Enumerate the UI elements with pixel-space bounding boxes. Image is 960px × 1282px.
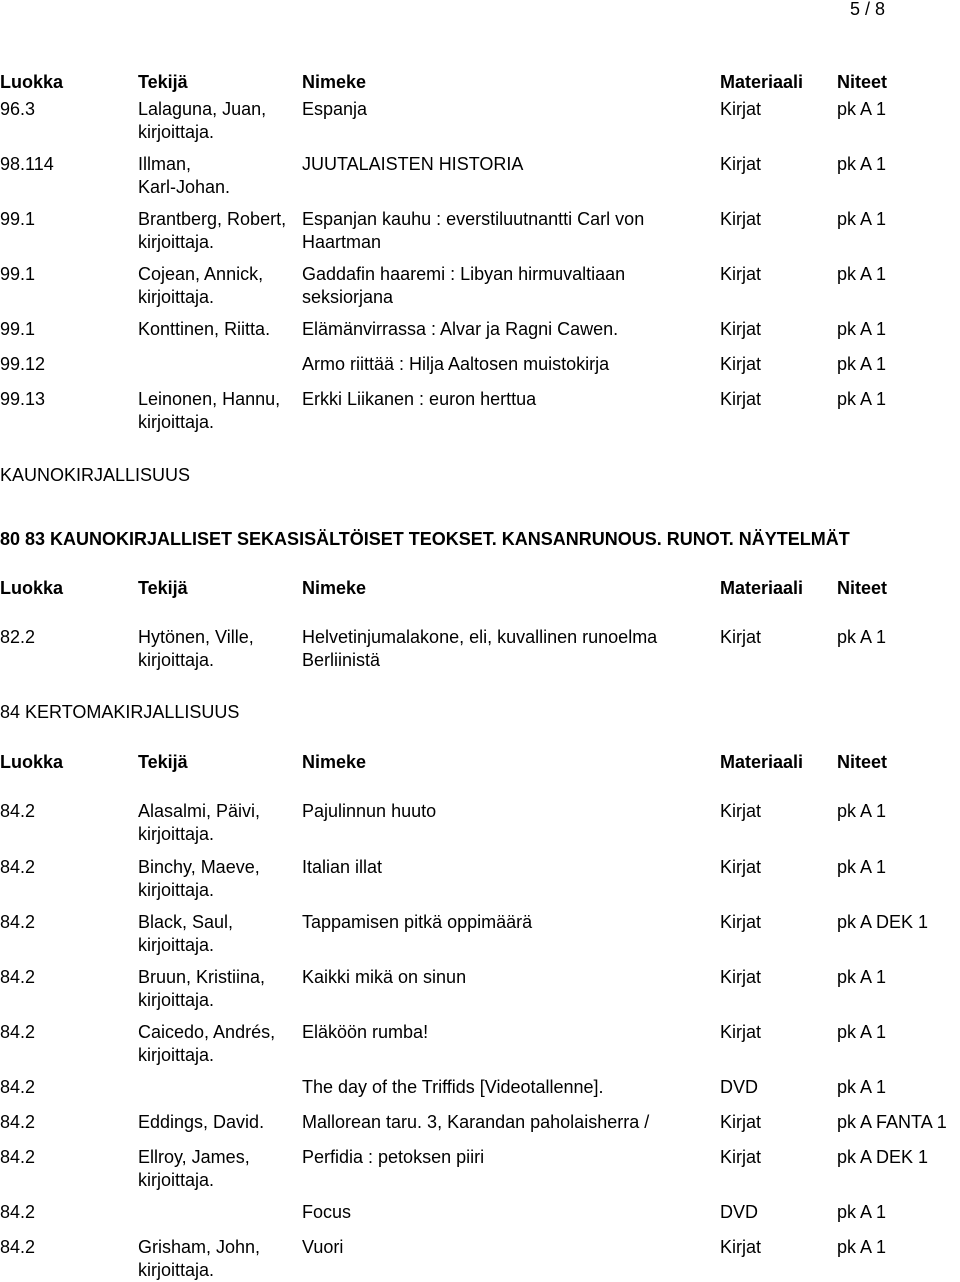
- cell-luokka: 84.2: [0, 1077, 36, 1097]
- header-tekija: Tekijä: [138, 752, 188, 772]
- cell-nimeke-line: The day of the Triffids [Videotallenne].: [302, 1077, 604, 1097]
- cell-nimeke: [302, 800, 436, 823]
- cell-materiaali: Kirjat: [720, 209, 762, 229]
- cell-nimeke-line: Kaikki mikä on sinun: [302, 967, 467, 987]
- cell-materiaali: Kirjat: [720, 912, 762, 932]
- cell-tekija: [138, 911, 233, 957]
- cell-luokka: 99.1: [0, 264, 36, 284]
- cell-tekija-line: Brantberg, Robert,: [138, 209, 287, 229]
- cell-tekija-line: kirjoittaja.: [138, 1260, 215, 1280]
- header-tekija: Tekijä: [138, 578, 188, 598]
- cell-tekija-line: kirjoittaja.: [138, 990, 215, 1010]
- cell-materiaali: Kirjat: [720, 1112, 762, 1132]
- cell-luokka: 84.2: [0, 857, 36, 877]
- cell-tekija-line: Illman,: [138, 154, 192, 174]
- cell-niteet: pk A 1: [837, 1237, 887, 1257]
- cell-tekija: [138, 626, 254, 672]
- cell-niteet: pk A 1: [837, 209, 887, 229]
- section-title-kaunokirjallisuus: KAUNOKIRJALLISUUS: [0, 465, 191, 485]
- cell-nimeke-line: Vuori: [302, 1237, 344, 1257]
- cell-luokka: 84.2: [0, 1237, 36, 1257]
- cell-luokka: 84.2: [0, 912, 36, 932]
- cell-tekija-line: kirjoittaja.: [138, 880, 215, 900]
- cell-tekija-line: Cojean, Annick,: [138, 264, 264, 284]
- cell-materiaali: Kirjat: [720, 389, 762, 409]
- cell-niteet: pk A 1: [837, 154, 887, 174]
- cell-luokka: 98.114: [0, 154, 54, 174]
- header-nimeke: Nimeke: [302, 578, 367, 598]
- cell-niteet: pk A 1: [837, 801, 887, 821]
- table-header: [0, 577, 960, 600]
- cell-tekija-line: Konttinen, Riitta.: [138, 319, 271, 339]
- cell-nimeke-line: seksiorjana: [302, 287, 394, 307]
- cell-niteet: pk A 1: [837, 99, 887, 119]
- cell-tekija-line: kirjoittaja.: [138, 824, 215, 844]
- cell-nimeke: [302, 856, 382, 879]
- cell-tekija-line: Alasalmi, Päivi,: [138, 801, 261, 821]
- cell-niteet: pk A 1: [837, 1202, 887, 1222]
- section-title-84: 84 KERTOMAKIRJALLISUUS: [0, 702, 240, 722]
- cell-materiaali: Kirjat: [720, 1237, 762, 1257]
- cell-tekija-line: kirjoittaja.: [138, 1045, 215, 1065]
- cell-nimeke-line: Elämänvirrassa : Alvar ja Ragni Cawen.: [302, 319, 619, 339]
- header-tekija: Tekijä: [138, 72, 188, 92]
- cell-nimeke: [302, 318, 618, 341]
- cell-materiaali: DVD: [720, 1077, 759, 1097]
- cell-nimeke: [302, 1111, 649, 1134]
- cell-nimeke: [302, 966, 466, 989]
- cell-tekija-line: Grisham, John,: [138, 1237, 261, 1257]
- cell-tekija: [138, 1111, 264, 1134]
- header-materiaali: Materiaali: [720, 72, 804, 92]
- cell-tekija-line: Eddings, David.: [138, 1112, 265, 1132]
- cell-niteet: pk A 1: [837, 389, 887, 409]
- cell-nimeke-line: Eläköön rumba!: [302, 1022, 429, 1042]
- cell-materiaali: Kirjat: [720, 967, 762, 987]
- table-header: [0, 751, 960, 774]
- header-nimeke: Nimeke: [302, 72, 367, 92]
- cell-materiaali: Kirjat: [720, 627, 762, 647]
- cell-nimeke-line: Mallorean taru. 3, Karandan paholaisherra /: [302, 1112, 650, 1132]
- cell-luokka: 84.2: [0, 1202, 36, 1222]
- cell-tekija: [138, 153, 230, 199]
- cell-tekija: [138, 856, 260, 902]
- cell-materiaali: Kirjat: [720, 857, 762, 877]
- cell-nimeke-line: Pajulinnun huuto: [302, 801, 437, 821]
- cell-tekija-line: Leinonen, Hannu,: [138, 389, 281, 409]
- cell-tekija-line: Hytönen, Ville,: [138, 627, 254, 647]
- cell-niteet: pk A 1: [837, 1022, 887, 1042]
- cell-nimeke: [302, 911, 532, 934]
- cell-niteet: pk A 1: [837, 264, 887, 284]
- cell-nimeke-line: Armo riittää : Hilja Aaltosen muistokirja: [302, 354, 610, 374]
- cell-tekija: [138, 208, 286, 254]
- cell-nimeke-line: Espanja: [302, 99, 368, 119]
- cell-materiaali: Kirjat: [720, 99, 762, 119]
- section-title-80-83: 80 83 KAUNOKIRJALLISET SEKASISÄLTÖISET TEOKSET. KANSANRUNOUS. RUNOT. NÄYTELMÄT: [0, 529, 850, 549]
- table-header: [0, 71, 960, 94]
- cell-materiaali: Kirjat: [720, 1022, 762, 1042]
- cell-nimeke: [302, 98, 367, 121]
- cell-niteet: pk A 1: [837, 857, 887, 877]
- cell-luokka: 84.2: [0, 1022, 36, 1042]
- cell-tekija: [138, 800, 260, 846]
- cell-niteet: pk A 1: [837, 319, 887, 339]
- cell-tekija: [138, 318, 270, 341]
- cell-tekija-line: Bruun, Kristiina,: [138, 967, 266, 987]
- cell-nimeke-line: Helvetinjumalakone, eli, kuvallinen runoelma: [302, 627, 658, 647]
- header-materiaali: Materiaali: [720, 578, 804, 598]
- cell-tekija: [138, 388, 280, 434]
- cell-tekija-line: kirjoittaja.: [138, 287, 215, 307]
- cell-nimeke-line: Focus: [302, 1202, 352, 1222]
- header-luokka: Luokka: [0, 752, 64, 772]
- cell-luokka: 82.2: [0, 627, 36, 647]
- cell-luokka: 96.3: [0, 99, 36, 119]
- page-number: 5 / 8: [850, 0, 886, 19]
- header-nimeke: Nimeke: [302, 752, 367, 772]
- header-luokka: Luokka: [0, 72, 64, 92]
- cell-tekija-line: Caicedo, Andrés,: [138, 1022, 276, 1042]
- cell-tekija: [138, 263, 263, 309]
- cell-luokka: 99.13: [0, 389, 46, 409]
- cell-materiaali: Kirjat: [720, 319, 762, 339]
- cell-nimeke: [302, 208, 644, 254]
- cell-tekija-line: kirjoittaja.: [138, 232, 215, 252]
- cell-tekija-line: kirjoittaja.: [138, 1170, 215, 1190]
- cell-nimeke-line: Erkki Liikanen : euron herttua: [302, 389, 537, 409]
- cell-tekija-line: Lalaguna, Juan,: [138, 99, 267, 119]
- cell-tekija-line: kirjoittaja.: [138, 650, 215, 670]
- cell-tekija-line: kirjoittaja.: [138, 122, 215, 142]
- cell-nimeke: [302, 388, 536, 411]
- header-materiaali: Materiaali: [720, 752, 804, 772]
- header-niteet: Niteet: [837, 72, 888, 92]
- cell-nimeke-line: Tappamisen pitkä oppimäärä: [302, 912, 533, 932]
- header-niteet: Niteet: [837, 578, 888, 598]
- cell-tekija-line: Black, Saul,: [138, 912, 234, 932]
- cell-materiaali: Kirjat: [720, 354, 762, 374]
- cell-luokka: 84.2: [0, 1112, 36, 1132]
- cell-niteet: pk A 1: [837, 627, 887, 647]
- cell-tekija-line: Binchy, Maeve,: [138, 857, 260, 877]
- cell-nimeke-line: Espanjan kauhu : everstiluutnantti Carl von: [302, 209, 645, 229]
- cell-nimeke: [302, 353, 609, 376]
- cell-nimeke: [302, 263, 625, 309]
- cell-niteet: pk A FANTA 1: [837, 1112, 947, 1132]
- cell-tekija: [138, 1146, 250, 1192]
- cell-nimeke-line: Gaddafin haaremi : Libyan hirmuvaltiaan: [302, 264, 626, 284]
- header-luokka: Luokka: [0, 578, 64, 598]
- cell-materiaali: DVD: [720, 1202, 759, 1222]
- cell-materiaali: Kirjat: [720, 801, 762, 821]
- cell-luokka: 99.1: [0, 319, 36, 339]
- cell-materiaali: Kirjat: [720, 1147, 762, 1167]
- cell-tekija: [138, 98, 266, 144]
- cell-nimeke: [302, 1076, 604, 1099]
- cell-nimeke: [302, 1201, 351, 1224]
- cell-materiaali: Kirjat: [720, 154, 762, 174]
- cell-luokka: 99.1: [0, 209, 36, 229]
- cell-nimeke: [302, 153, 523, 176]
- cell-nimeke: [302, 1236, 343, 1259]
- cell-nimeke-line: JUUTALAISTEN HISTORIA: [302, 154, 524, 174]
- header-niteet: Niteet: [837, 752, 888, 772]
- cell-nimeke: [302, 626, 657, 672]
- cell-tekija: [138, 1236, 260, 1282]
- cell-tekija: [138, 966, 265, 1012]
- cell-luokka: 84.2: [0, 801, 36, 821]
- cell-tekija-line: Karl-Johan.: [138, 177, 231, 197]
- cell-tekija-line: Ellroy, James,: [138, 1147, 250, 1167]
- cell-materiaali: Kirjat: [720, 264, 762, 284]
- cell-luokka: 99.12: [0, 354, 46, 374]
- cell-niteet: pk A 1: [837, 967, 887, 987]
- cell-nimeke: [302, 1146, 484, 1169]
- cell-nimeke: [302, 1021, 428, 1044]
- cell-tekija-line: kirjoittaja.: [138, 412, 215, 432]
- cell-nimeke-line: Italian illat: [302, 857, 383, 877]
- cell-niteet: pk A 1: [837, 1077, 887, 1097]
- cell-luokka: 84.2: [0, 967, 36, 987]
- cell-nimeke-line: Berliinistä: [302, 650, 381, 670]
- cell-nimeke-line: Perfidia : petoksen piiri: [302, 1147, 485, 1167]
- cell-niteet: pk A 1: [837, 354, 887, 374]
- cell-nimeke-line: Haartman: [302, 232, 382, 252]
- cell-tekija: [138, 1021, 275, 1067]
- cell-luokka: 84.2: [0, 1147, 36, 1167]
- cell-niteet: pk A DEK 1: [837, 912, 929, 932]
- cell-niteet: pk A DEK 1: [837, 1147, 929, 1167]
- cell-tekija-line: kirjoittaja.: [138, 935, 215, 955]
